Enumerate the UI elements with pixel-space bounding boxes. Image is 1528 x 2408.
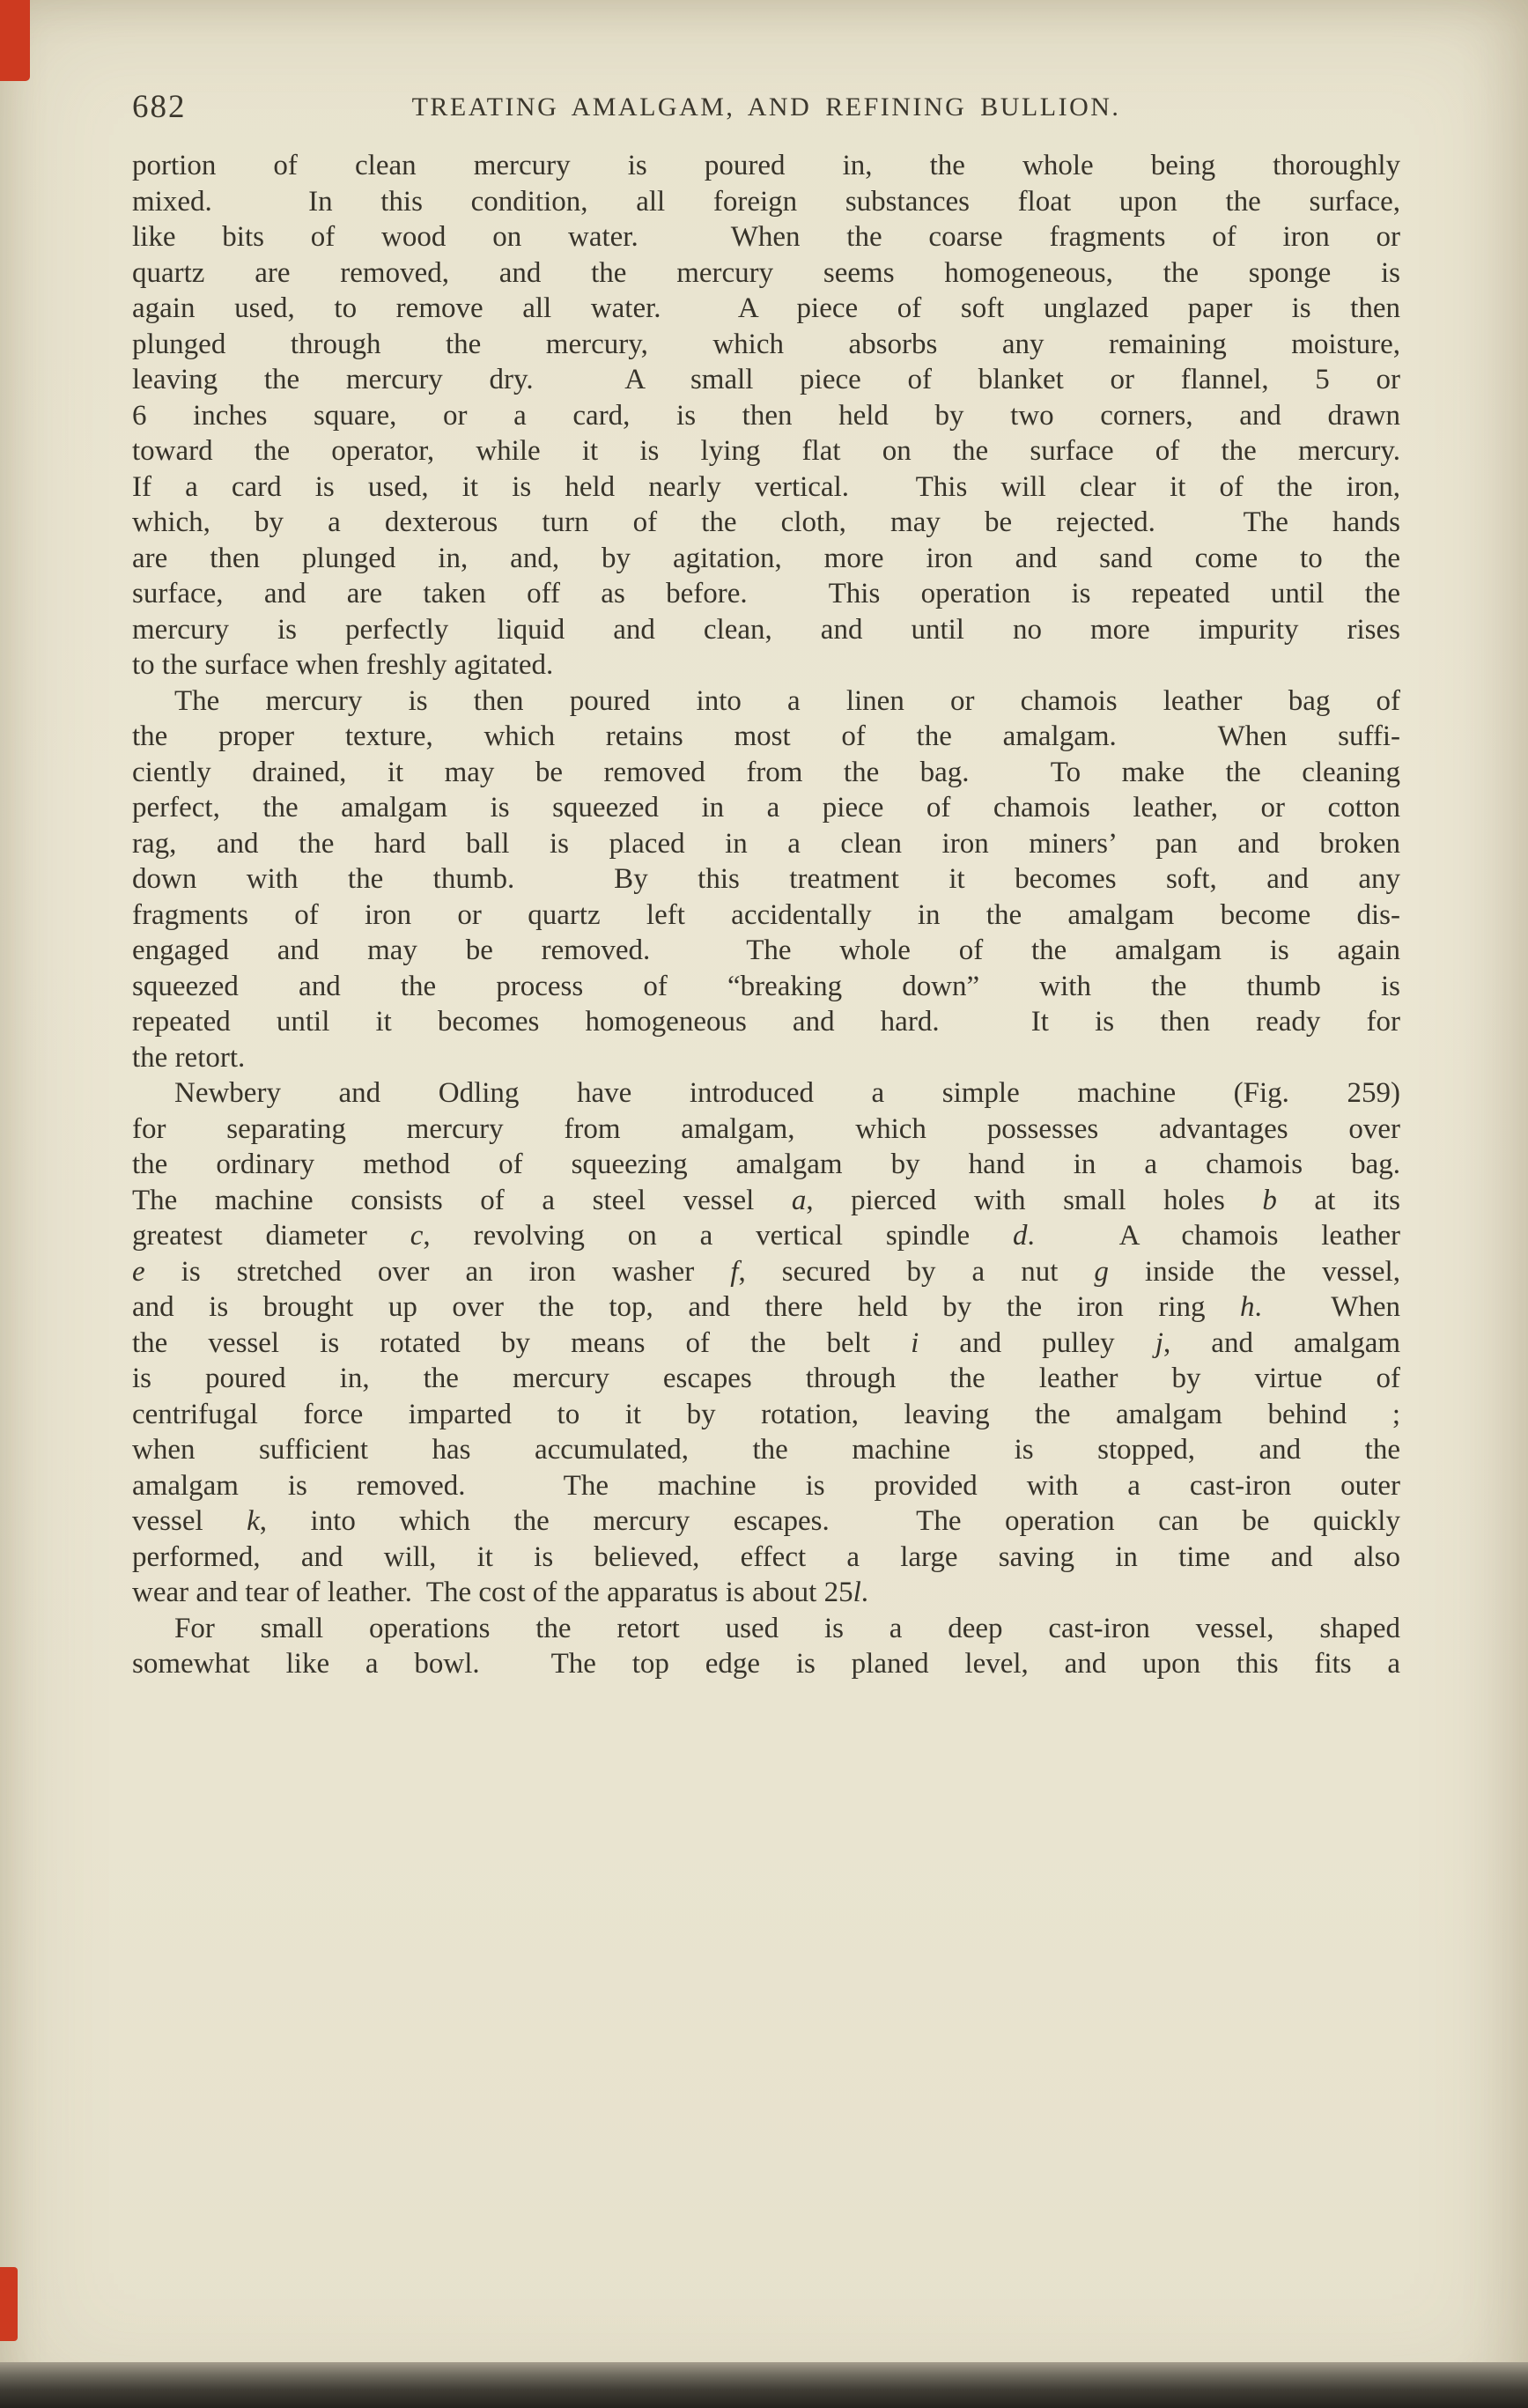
- text-line: e is stretched over an iron washer f, secured by a nut g inside the vessel,: [132, 1255, 1400, 1288]
- text-line: surface, and are taken off as before. This operation is repeated until the: [132, 578, 1400, 609]
- text-line: If a card is used, it is held nearly vertical. This will clear it of the iron,: [132, 470, 1400, 503]
- text-line: amalgam is removed. The machine is provided with a cast-iron outer: [132, 1469, 1400, 1502]
- text-line: plunged through the mercury, which absorbs any remaining moisture,: [132, 328, 1400, 360]
- running-header: [132, 88, 1400, 127]
- text-line: For small operations the retort used is a deep cast-iron vessel, shaped: [174, 1612, 1400, 1644]
- text-line: The machine consists of a steel vessel a, pierced with small holes b at its: [132, 1184, 1400, 1216]
- text-line: which, by a dexterous turn of the cloth, may be rejected. The hands: [132, 506, 1400, 538]
- text-line: The mercury is then poured into a linen or chamois leather bag of: [174, 684, 1400, 717]
- text-line: wear and tear of leather. The cost of the apparatus is about 25l.: [132, 1577, 869, 1608]
- paragraph: [132, 1075, 1400, 1611]
- text-line: greatest diameter c, revolving on a vertical spindle d. A chamois leather: [132, 1220, 1401, 1252]
- binding-red-mark-top: [0, 0, 30, 81]
- text-line: mixed. In this condition, all foreign substances float upon the surface,: [132, 185, 1400, 218]
- text-line: when sufficient has accumulated, the machine is stopped, and the: [132, 1434, 1400, 1466]
- paragraph: [132, 1611, 1400, 1682]
- text-line: fragments of iron or quartz left accidentally in the amalgam become dis-: [132, 898, 1400, 931]
- paragraph: [132, 683, 1400, 1076]
- text-line: down with the thumb. By this treatment it becomes soft, and any: [132, 863, 1400, 895]
- running-title: TREATING AMALGAM, AND REFINING BULLION.: [411, 92, 1121, 122]
- body-text: [132, 148, 1400, 1682]
- text-line: repeated until it becomes homogeneous and hard. It is then ready for: [132, 1006, 1400, 1038]
- text-line: portion of clean mercury is poured in, the whole being thoroughly: [132, 150, 1400, 181]
- text-line: rag, and the hard ball is placed in a clean iron miners’ pan and broken: [132, 827, 1400, 860]
- text-line: mercury is perfectly liquid and clean, and until no more impurity rises: [132, 613, 1400, 646]
- text-line: somewhat like a bowl. The top edge is planed level, and upon this fits a: [132, 1648, 1400, 1680]
- text-line: are then plunged in, and, by agitation, more iron and sand come to the: [132, 542, 1400, 574]
- page-number: 682: [132, 89, 187, 125]
- text-line: toward the operator, while it is lying flat on the surface of the mercury.: [132, 435, 1400, 467]
- scan-edge-band: [0, 2362, 1528, 2408]
- text-line: again used, to remove all water. A piece of soft unglazed paper is then: [132, 292, 1400, 324]
- text-line: Newbery and Odling have introduced a simple machine (Fig. 259): [174, 1077, 1400, 1109]
- text-line: engaged and may be removed. The whole of the amalgam is again: [132, 934, 1400, 966]
- text-line: 6 inches square, or a card, is then held by two corners, and drawn: [132, 399, 1400, 432]
- text-line: ciently drained, it may be removed from the bag. To make the cleaning: [132, 756, 1400, 788]
- text-line: squeezed and the process of “breaking down” with the thumb is: [132, 970, 1400, 1002]
- text-line: performed, and will, it is believed, effect a large saving in time and also: [132, 1540, 1400, 1573]
- text-line: vessel k, into which the mercury escapes. The operation can be quickly: [132, 1505, 1400, 1537]
- text-line: the vessel is rotated by means of the belt i and pulley j, and amalgam: [132, 1326, 1401, 1359]
- text-line: and is brought up over the top, and there held by the iron ring h. When: [132, 1291, 1401, 1323]
- text-line: centrifugal force imparted to it by rotation, leaving the amalgam behind ;: [132, 1398, 1400, 1430]
- text-line: leaving the mercury dry. A small piece of blanket or flannel, 5 or: [132, 364, 1400, 395]
- text-line: to the surface when freshly agitated.: [132, 649, 554, 681]
- text-line: like bits of wood on water. When the coarse fragments of iron or: [132, 221, 1400, 253]
- text-line: the retort.: [132, 1041, 246, 1074]
- text-line: the ordinary method of squeezing amalgam by hand in a chamois bag.: [132, 1149, 1400, 1180]
- text-line: for separating mercury from amalgam, which possesses advantages over: [132, 1112, 1400, 1145]
- text-line: the proper texture, which retains most of the amalgam. When suffi-: [132, 720, 1400, 752]
- binding-red-mark-bottom: [0, 2267, 18, 2341]
- text-line: quartz are removed, and the mercury seems homogeneous, the sponge is: [132, 256, 1400, 289]
- text-line: is poured in, the mercury escapes through the leather by virtue of: [132, 1363, 1400, 1394]
- text-line: perfect, the amalgam is squeezed in a piece of chamois leather, or cotton: [132, 792, 1400, 824]
- paragraph: [132, 148, 1400, 683]
